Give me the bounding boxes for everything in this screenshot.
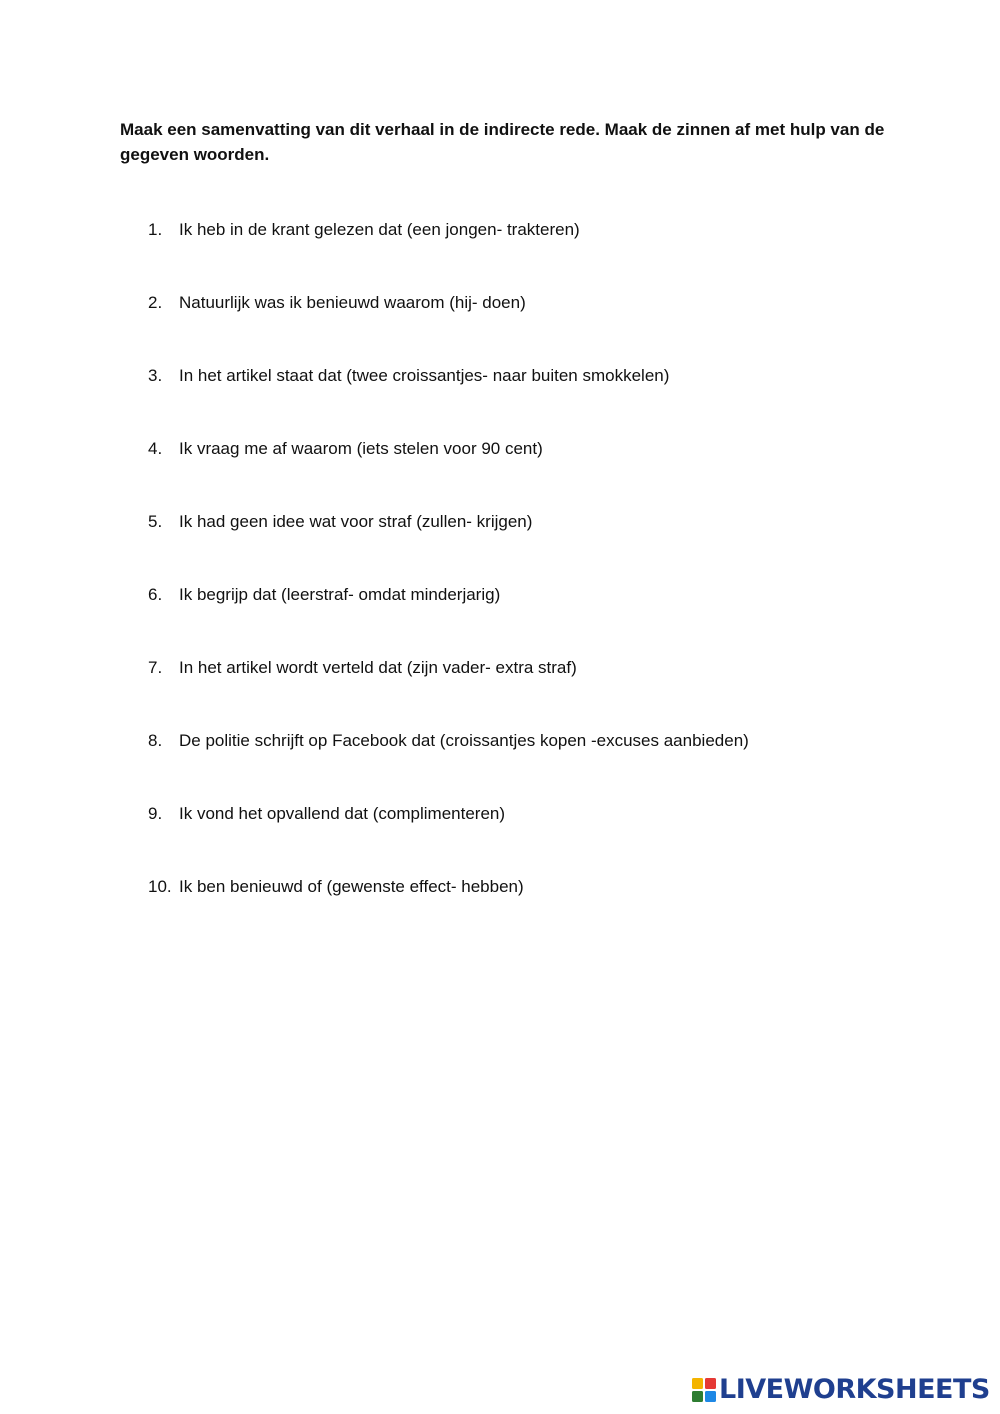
item-text: In het artikel wordt verteld dat (zijn vader- extra straf): [179, 658, 577, 677]
item-number: 3.: [148, 366, 163, 385]
item-text: De politie schrijft op Facebook dat (croissantjes kopen -excuses aanbieden): [179, 731, 749, 750]
logo-text: LIVEWORKSHEETS: [719, 1374, 990, 1405]
item-number: 7.: [148, 658, 163, 677]
item-number: 4.: [148, 439, 163, 458]
item-text: Ik heb in de krant gelezen dat (een jongen- trakteren): [179, 220, 580, 239]
item-text: In het artikel staat dat (twee croissantjes- naar buiten smokkelen): [179, 366, 670, 385]
instructions-text: Maak een samenvatting van dit verhaal in de indirecte rede. Maak de zinnen af met hulp van de gegeven woorden.: [120, 120, 885, 164]
item-number: 8.: [148, 731, 163, 750]
logo-mark-square: [692, 1378, 703, 1389]
item-text: Ik begrijp dat (leerstraf- omdat minderjarig): [179, 585, 501, 604]
item-number: 6.: [148, 585, 163, 604]
item-number: 10.: [148, 877, 172, 896]
exercise-item: [148, 437, 908, 461]
item-text: Ik had geen idee wat voor straf (zullen- krijgen): [179, 512, 533, 531]
exercise-item: [148, 510, 908, 534]
exercise-item: [148, 218, 908, 242]
item-number: 9.: [148, 804, 163, 823]
item-text: Natuurlijk was ik benieuwd waarom (hij- doen): [179, 293, 526, 312]
exercise-item: [148, 875, 908, 899]
item-text: Ik ben benieuwd of (gewenste effect- hebben): [179, 877, 524, 896]
exercise-item: [148, 583, 908, 607]
item-number: 5.: [148, 512, 163, 531]
item-text: Ik vraag me af waarom (iets stelen voor 90 cent): [179, 439, 543, 458]
exercise-item: [148, 291, 908, 315]
logo-mark-square: [705, 1391, 716, 1402]
liveworksheets-logo-icon: [692, 1378, 716, 1402]
logo-mark-square: [692, 1391, 703, 1402]
item-text: Ik vond het opvallend dat (complimenteren): [179, 804, 506, 823]
exercise-item: [148, 729, 908, 753]
liveworksheets-logo: [692, 1375, 992, 1405]
exercise-item: [148, 802, 908, 826]
item-number: 1.: [148, 220, 163, 239]
exercise-item: [148, 364, 908, 388]
item-number: 2.: [148, 293, 163, 312]
exercise-item: [148, 656, 908, 680]
logo-mark-square: [705, 1378, 716, 1389]
